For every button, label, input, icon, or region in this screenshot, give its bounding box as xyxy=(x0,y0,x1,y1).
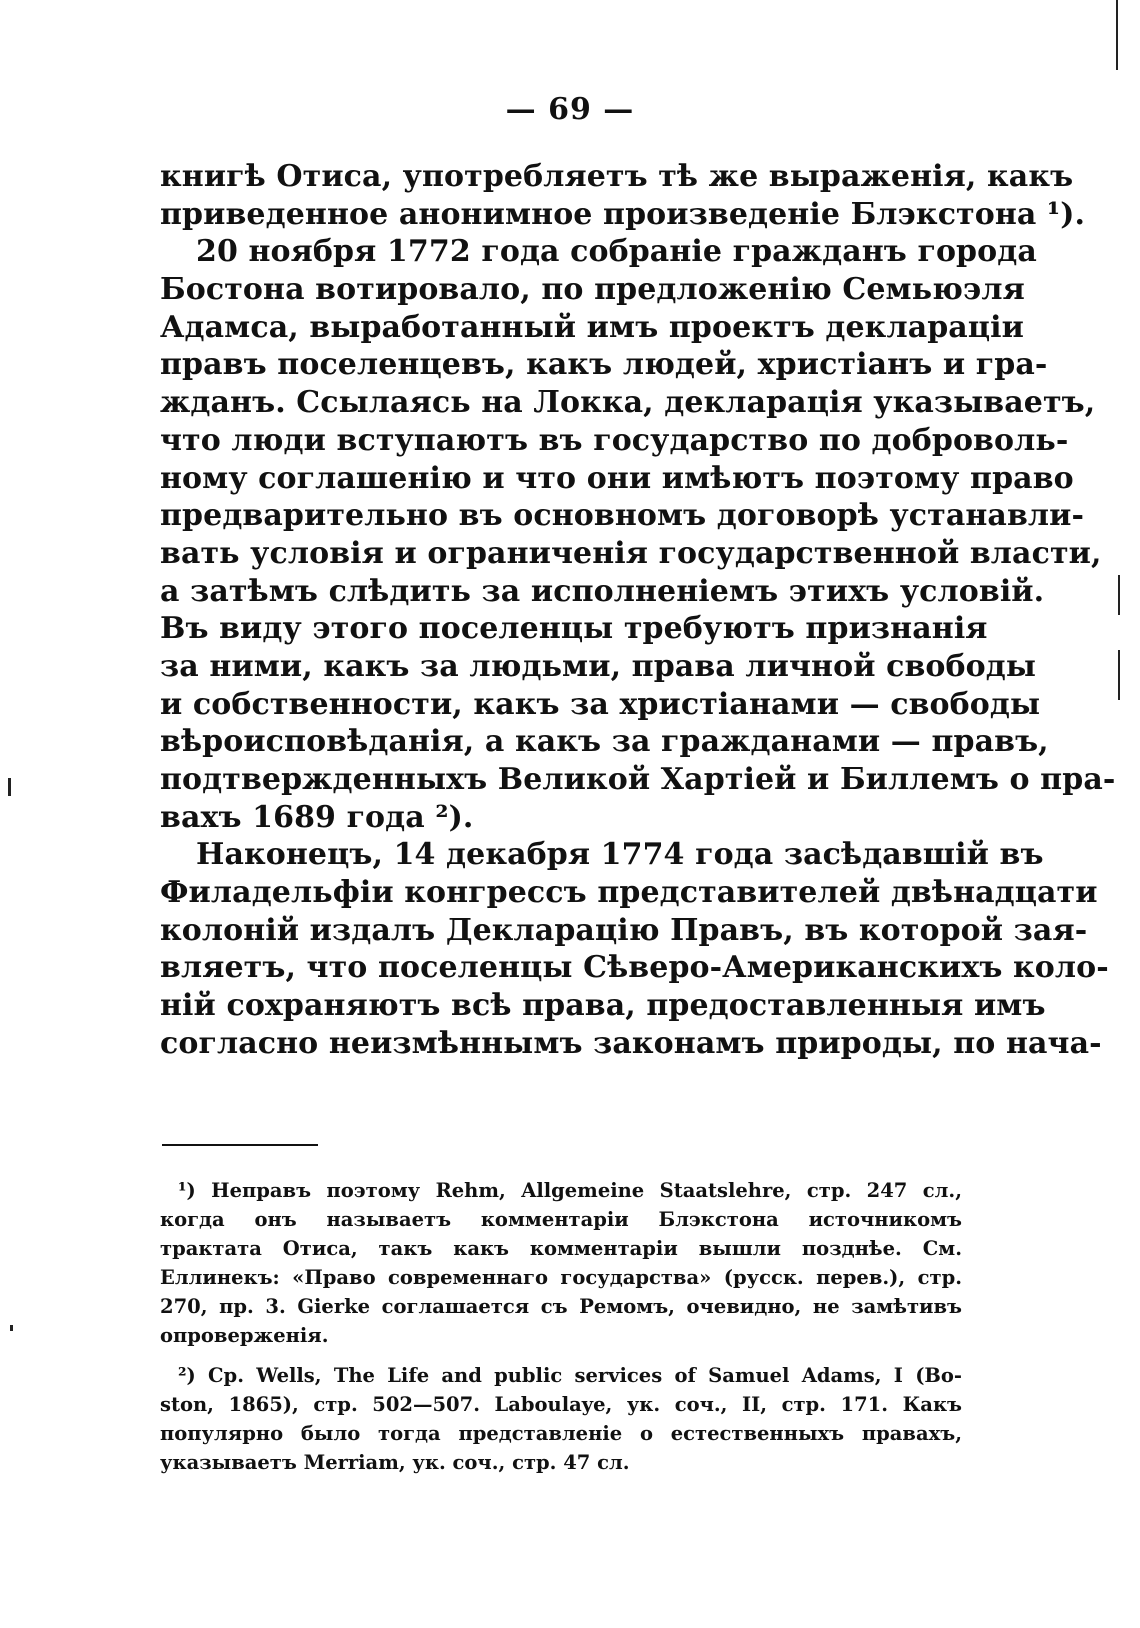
footnote-line: указываетъ Merriam, ук. соч., стр. 47 сл. xyxy=(160,1451,630,1474)
footnote-line: Еллинекъ: «Право современнаго государства» (русск. перев.), стр. xyxy=(160,1266,962,1289)
text-line: Бостона вотировало, по предложенію Семьюэля xyxy=(160,272,1025,308)
text-line: вляетъ, что поселенцы Сѣверо-Американскихъ коло- xyxy=(160,950,1109,986)
text-line: подтвержденныхъ Великой Хартіей и Биллемъ о пра- xyxy=(160,762,1116,797)
text-line: 20 ноября 1772 года собраніе гражданъ города xyxy=(196,234,1037,270)
scan-edge-mark xyxy=(1118,650,1120,700)
scan-edge-mark xyxy=(8,778,11,796)
main-text xyxy=(160,158,1116,1063)
footnote-line: ¹) Неправъ поэтому Rehm, Allgemeine Staatslehre, стр. 247 сл., xyxy=(178,1179,962,1202)
scan-edge-mark xyxy=(1116,0,1118,70)
footnote-divider xyxy=(162,1144,318,1146)
text-line: предварительно въ основномъ договорѣ устанавли- xyxy=(160,498,1085,534)
text-line: что люди вступаютъ въ государство по доброволь- xyxy=(160,422,1069,458)
text-line: вать условія и ограниченія государственной власти, xyxy=(160,535,1102,571)
text-line: книгѣ Отиса, употребляетъ тѣ же выраженія, какъ xyxy=(160,159,1074,194)
text-line: ному соглашенію и что они имѣютъ поэтому право xyxy=(160,460,1074,496)
text-line: за ними, какъ за людьми, права личной свободы xyxy=(160,648,1036,684)
text-line: а затѣмъ слѣдить за исполненіемъ этихъ условій. xyxy=(160,573,1045,609)
footnote-2 xyxy=(160,1361,962,1477)
footnote-line: популярно было тогда представленіе о естественныхъ правахъ, xyxy=(160,1422,962,1445)
footnote-line: ²) Ср. Wells, The Life and public services of Samuel Adams, I (Bo- xyxy=(178,1364,962,1387)
text-line: вѣроисповѣданія, а какъ за гражданами — правъ, xyxy=(160,724,1049,760)
footnote-line: трактата Отиса, такъ какъ комментаріи вышли позднѣе. См. xyxy=(160,1237,962,1260)
text-line: жданъ. Ссылаясь на Локка, декларація указываетъ, xyxy=(160,385,1096,421)
scan-edge-mark xyxy=(1118,575,1120,615)
footnote-line: 270, пр. 3. Gierke соглашается съ Ремомъ, очевидно, не замѣтивъ xyxy=(160,1295,962,1318)
footnote-1 xyxy=(160,1176,962,1350)
footnotes xyxy=(160,1176,962,1477)
text-line: Въ виду этого поселенцы требуютъ признанія xyxy=(160,611,988,647)
text-line: приведенное анонимное произведеніе Блэкстона ¹). xyxy=(160,196,1086,232)
page-number: — 69 — xyxy=(505,92,635,127)
text-line: Наконецъ, 14 декабря 1774 года засѣдавшій въ xyxy=(196,837,1044,873)
text-line: и собственности, какъ за христіанами — свободы xyxy=(160,686,1041,722)
text-line: согласно неизмѣннымъ законамъ природы, по нача- xyxy=(160,1025,1102,1061)
text-line: колоній издалъ Декларацію Правъ, въ которой зая- xyxy=(160,912,1088,948)
text-line: правъ поселенцевъ, какъ людей, христіанъ и гра- xyxy=(160,347,1048,383)
text-line: ній сохраняютъ всѣ права, предоставленныя имъ xyxy=(160,988,1046,1024)
footnote-line: опроверженія. xyxy=(160,1324,329,1347)
text-line: Филадельфіи конгрессъ представителей двѣнадцати xyxy=(160,875,1098,911)
text-line: вахъ 1689 года ²). xyxy=(160,799,474,835)
text-line: Адамса, выработанный имъ проектъ деклараціи xyxy=(160,309,1024,345)
scan-edge-mark xyxy=(10,1325,13,1331)
footnote-line: ston, 1865), стр. 502—507. Laboulaye, ук. соч., II, стр. 171. Какъ xyxy=(160,1393,962,1416)
footnote-line: когда онъ называетъ комментаріи Блэкстона источникомъ xyxy=(160,1208,962,1231)
